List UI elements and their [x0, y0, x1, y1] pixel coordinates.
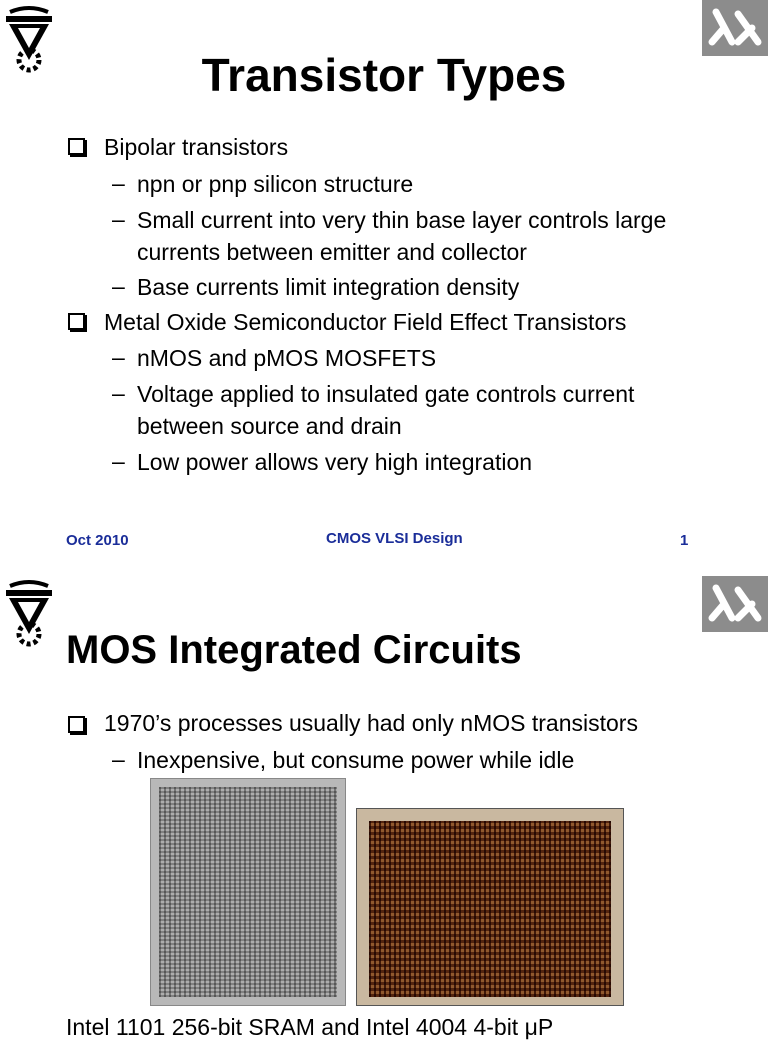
technion-logo-icon: [0, 576, 58, 648]
dash-icon: –: [112, 170, 125, 196]
bullet-box-icon: [68, 716, 85, 733]
sub-bullet-text: Low power allows very high integration: [137, 449, 533, 475]
sub-bullet-text: Inexpensive, but consume power while idle: [137, 747, 575, 773]
dash-icon: –: [112, 746, 125, 772]
dash-icon: –: [112, 448, 125, 474]
footer-course: CMOS VLSI Design: [326, 530, 463, 547]
footer-page-number: 1: [680, 532, 689, 549]
sub-bullet-text: Voltage applied to insulated gate controls current between source and drain: [137, 381, 635, 439]
sub-bullet-text: Small current into very thin base layer controls large currents between emitter and collector: [137, 207, 667, 265]
bullet-text: Bipolar transistors: [104, 134, 289, 160]
sram-die-photo: [150, 778, 346, 1006]
image-caption: Intel 1101 256-bit SRAM and Intel 4004 4-bit μP: [66, 1014, 554, 1040]
dash-icon: –: [112, 380, 125, 406]
dash-icon: –: [112, 206, 125, 232]
sub-bullet-text: nMOS and pMOS MOSFETS: [137, 345, 437, 371]
slide-title: MOS Integrated Circuits: [66, 628, 522, 672]
bullet-text: 1970’s processes usually had only nMOS transistors: [104, 710, 638, 736]
dash-icon: –: [112, 273, 125, 299]
bullet-box-icon: [68, 138, 85, 155]
slide-2: [0, 568, 768, 1040]
sub-bullet-text: Base currents limit integration density: [137, 274, 520, 300]
slide-title: Transistor Types: [201, 49, 567, 101]
dash-icon: –: [112, 344, 125, 370]
footer-date: Oct 2010: [66, 532, 129, 549]
microprocessor-die-photo: [356, 808, 624, 1006]
sub-bullet-text: npn or pnp silicon structure: [137, 171, 414, 197]
bullet-text: Metal Oxide Semiconductor Field Effect Transistors: [104, 309, 627, 335]
hebrew-university-logo-icon: [702, 576, 768, 632]
bullet-box-icon: [68, 313, 85, 330]
slide-divider: [0, 560, 768, 568]
